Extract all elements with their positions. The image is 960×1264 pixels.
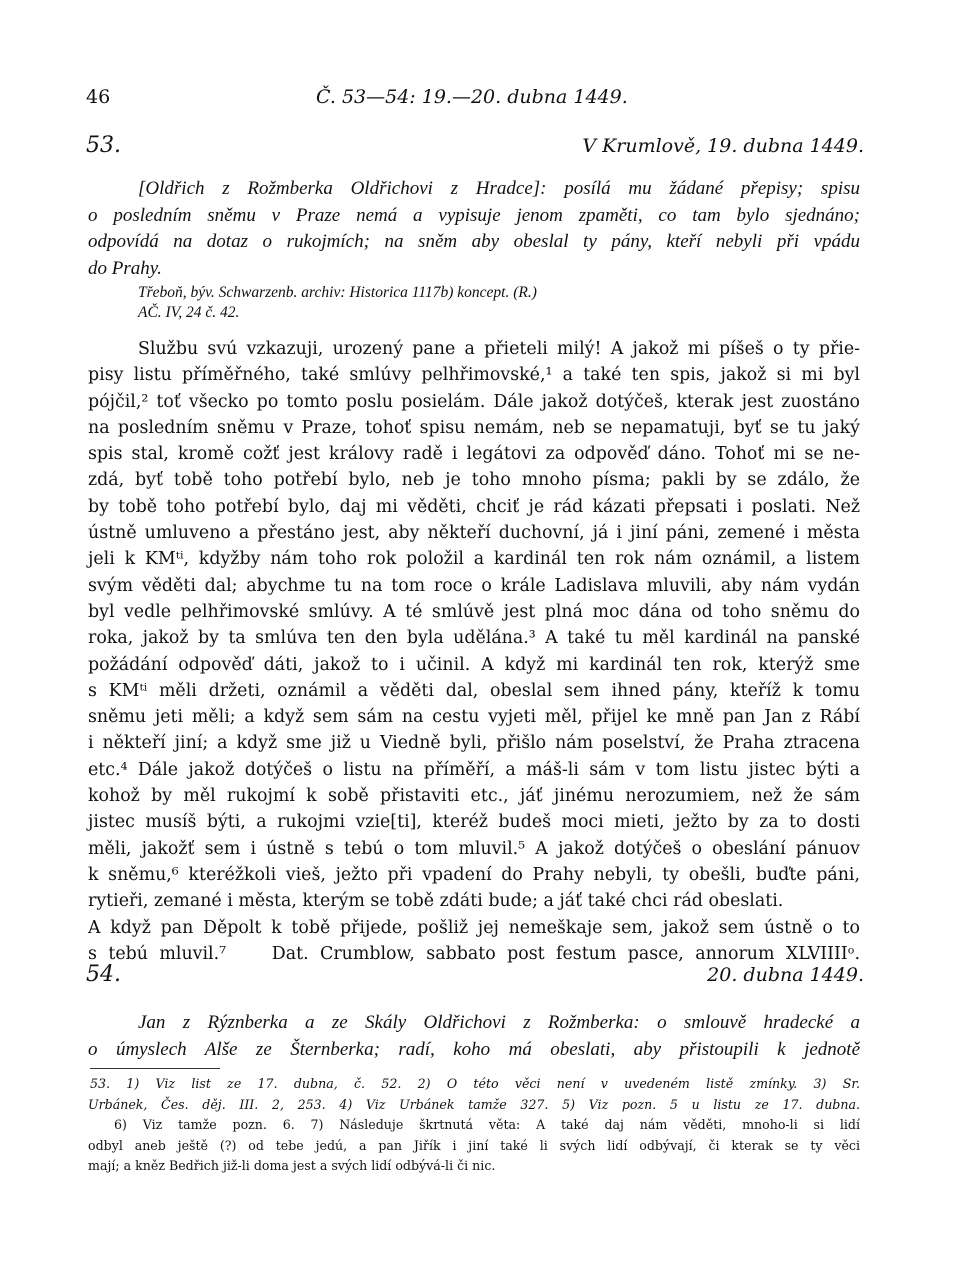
text-line: zdá, byť tobě toho potřebí bylo, neb je toho mnoho písma; pakli by se zdálo, že — [88, 470, 860, 491]
text-line: etc.⁴ Dále jakož dotýčeš o listu na příměří, a máš-li sám v tom listu jistec býti a — [88, 759, 860, 780]
letter-54-date: 20. dubna 1449. — [707, 964, 864, 986]
text-line: jistec musíš býti, a rukojmi vzie[ti], kteréž budeš moci mieti, ježto by za to dosti — [88, 812, 860, 833]
regest-line: o posledním sněmu v Praze nemá a vypisuje jenom zpaměti, co tam bylo sjednáno; — [88, 204, 860, 226]
text-line: k sněmu,⁶ kteréžkoli vieš, ježto při vpadení do Prahy nebyli, ty obešli, buďte páni, — [88, 864, 860, 885]
source-line: AČ. IV, 24 č. 42. — [138, 304, 240, 321]
text-line: byl vedle pelhřimovské smlúvy. A té smlúvě jest plná moc dána od toho sněmu do — [88, 601, 860, 622]
letter-54-regest — [88, 1010, 860, 1063]
text-line: svým věděti dal; abychme tu na tom roce o krále Ladislava mluvili, aby nám vydán — [88, 575, 860, 596]
text-line: Službu svú vzkazuji, urozený pane a přieteli milý! A jakož mi píšeš o ty přie- — [138, 339, 860, 359]
text-line: ústně umluveno a přestáno jest, aby někteří duchovní, já i jiní páni, zemené i města — [88, 523, 860, 544]
regest-line: do Prahy. — [88, 257, 162, 279]
letter-54-number: 54. — [86, 962, 121, 987]
letter-53-source — [138, 283, 537, 323]
footnotes — [88, 1074, 860, 1177]
footnote-line: 53. 1) Viz list ze 17. dubna, č. 52. 2) O této věci není v uvedeném listě zmínky. 3) Sr. — [90, 1076, 860, 1091]
text-line: A když pan Děpolt k tobě přijede, pošliž jej nemeškaje sem, jakož sem ústně o to — [88, 917, 860, 938]
regest-line: odpovídá na dotaz o rukojmích; na sněm aby obeslal ty pány, kteří nebyli při vpádu — [88, 231, 860, 252]
letter-53-regest — [88, 176, 860, 282]
footnote-line: 6) Viz tamže pozn. 6. 7) Následuje škrtnutá věta: A také daj nám věděti, mnoho-li si lidí — [114, 1117, 860, 1132]
text-line: kohož by měl rukojmí k sobě přistaviti etc., jáť jinému nerozumiem, než že sám — [88, 786, 860, 807]
source-line: Třeboň, býv. Schwarzenb. archiv: Historica 1117b) koncept. (R.) — [138, 284, 537, 301]
text-line: požádání odpověď dáti, jakož to i učinil. A když mi kardinál ten rok, kterýž sme — [88, 654, 860, 675]
footnote-line: Urbánek, Čes. děj. III. 2, 253. 4) Viz Urbánek tamže 327. 5) Viz pozn. 5 u listu ze 17. dubna. — [88, 1096, 860, 1112]
text-line: jeli k KMᵗⁱ, kdyžby nám toho rok položil a kardinál ten rok nám oznámil, a listem — [88, 549, 860, 570]
text-line: roka, jakož by ta smlúva ten den byla udělána.³ A také tu měl kardinál na panské — [88, 628, 860, 649]
regest-line: [Oldřich z Rožmberka Oldřichovi z Hradce]: posílá mu žádané přepisy; spisu — [138, 178, 860, 199]
footnote-rule — [90, 1068, 220, 1069]
text-line: sněmu jeti měli; a když sem sám na cestu vyjeti měl, přijel ke mně pan Jan z Rábí — [88, 707, 860, 728]
text-line: měli, jakožť sem i ústně s tebú o tom mluvil.⁵ A jakož dotýčeš o obeslání pánuov — [88, 838, 860, 859]
text-line: rytieři, zemané i města, kterým se tobě zdáti bude; a jáť také chci rád obeslati. — [88, 891, 784, 912]
text-line: spis stal, kromě cožť jest královy radě i legátovi za odpověď dáno. Tohoť mi se ne- — [88, 444, 860, 465]
text-line: na posledním sněmu v Praze, tohoť spisu nemám, neb se nepamatuji, byť se tu jaký — [88, 417, 860, 438]
page-number: 46 — [86, 86, 111, 108]
text-line: s tebú mluvil.⁷ Dat. Crumblow, sabbato post festum pasce, annorum XLVIIIIᵒ. — [88, 943, 860, 964]
text-line: pójčil,² toť všecko po tomto poslu posielám. Dále jakož dotýčeš, kterak jest zuostáno — [88, 391, 860, 412]
text-line: pisy listu příměřného, také smlúvy pelhřimovské,¹ a také ten spis, jakož si mi byl — [88, 365, 860, 386]
text-line: s KMᵗⁱ měli držeti, oznámil a věděti dal, obeslal sem ihned pány, kteříž k tomu — [88, 680, 860, 701]
footnote-line: mají; a kněz Bedřich již-li doma jest a svých lidí odbývá-li či nic. — [88, 1158, 496, 1173]
footnote-line: odbyl aneb ještě (?) od tebe jedú, a pan Jiřík i jiní také li svých lidí odbývají, či kterak se ty věci — [88, 1137, 860, 1153]
regest-line: Jan z Rýznberka a ze Skály Oldřichovi z Rožmberka: o smlouvě hradecké a — [138, 1012, 860, 1033]
text-line: i někteří jiní; a když sme již u Viedně byli, přišlo nám poselství, že Praha ztracena — [88, 733, 860, 754]
regest-line: o úmyslech Alše ze Šternberka; radí, koho má obeslati, aby přistoupili k jednotě — [88, 1038, 860, 1060]
letter-53-number: 53. — [86, 133, 121, 158]
letter-53-text — [88, 336, 860, 967]
letter-53-place-date: V Krumlově, 19. dubna 1449. — [582, 135, 864, 157]
running-title: Č. 53—54: 19.—20. dubna 1449. — [316, 86, 628, 108]
text-line: by tobě toho potřebí bylo, daj mi věděti, chciť je rád kázati přepsati i poslati. Než — [88, 496, 860, 517]
